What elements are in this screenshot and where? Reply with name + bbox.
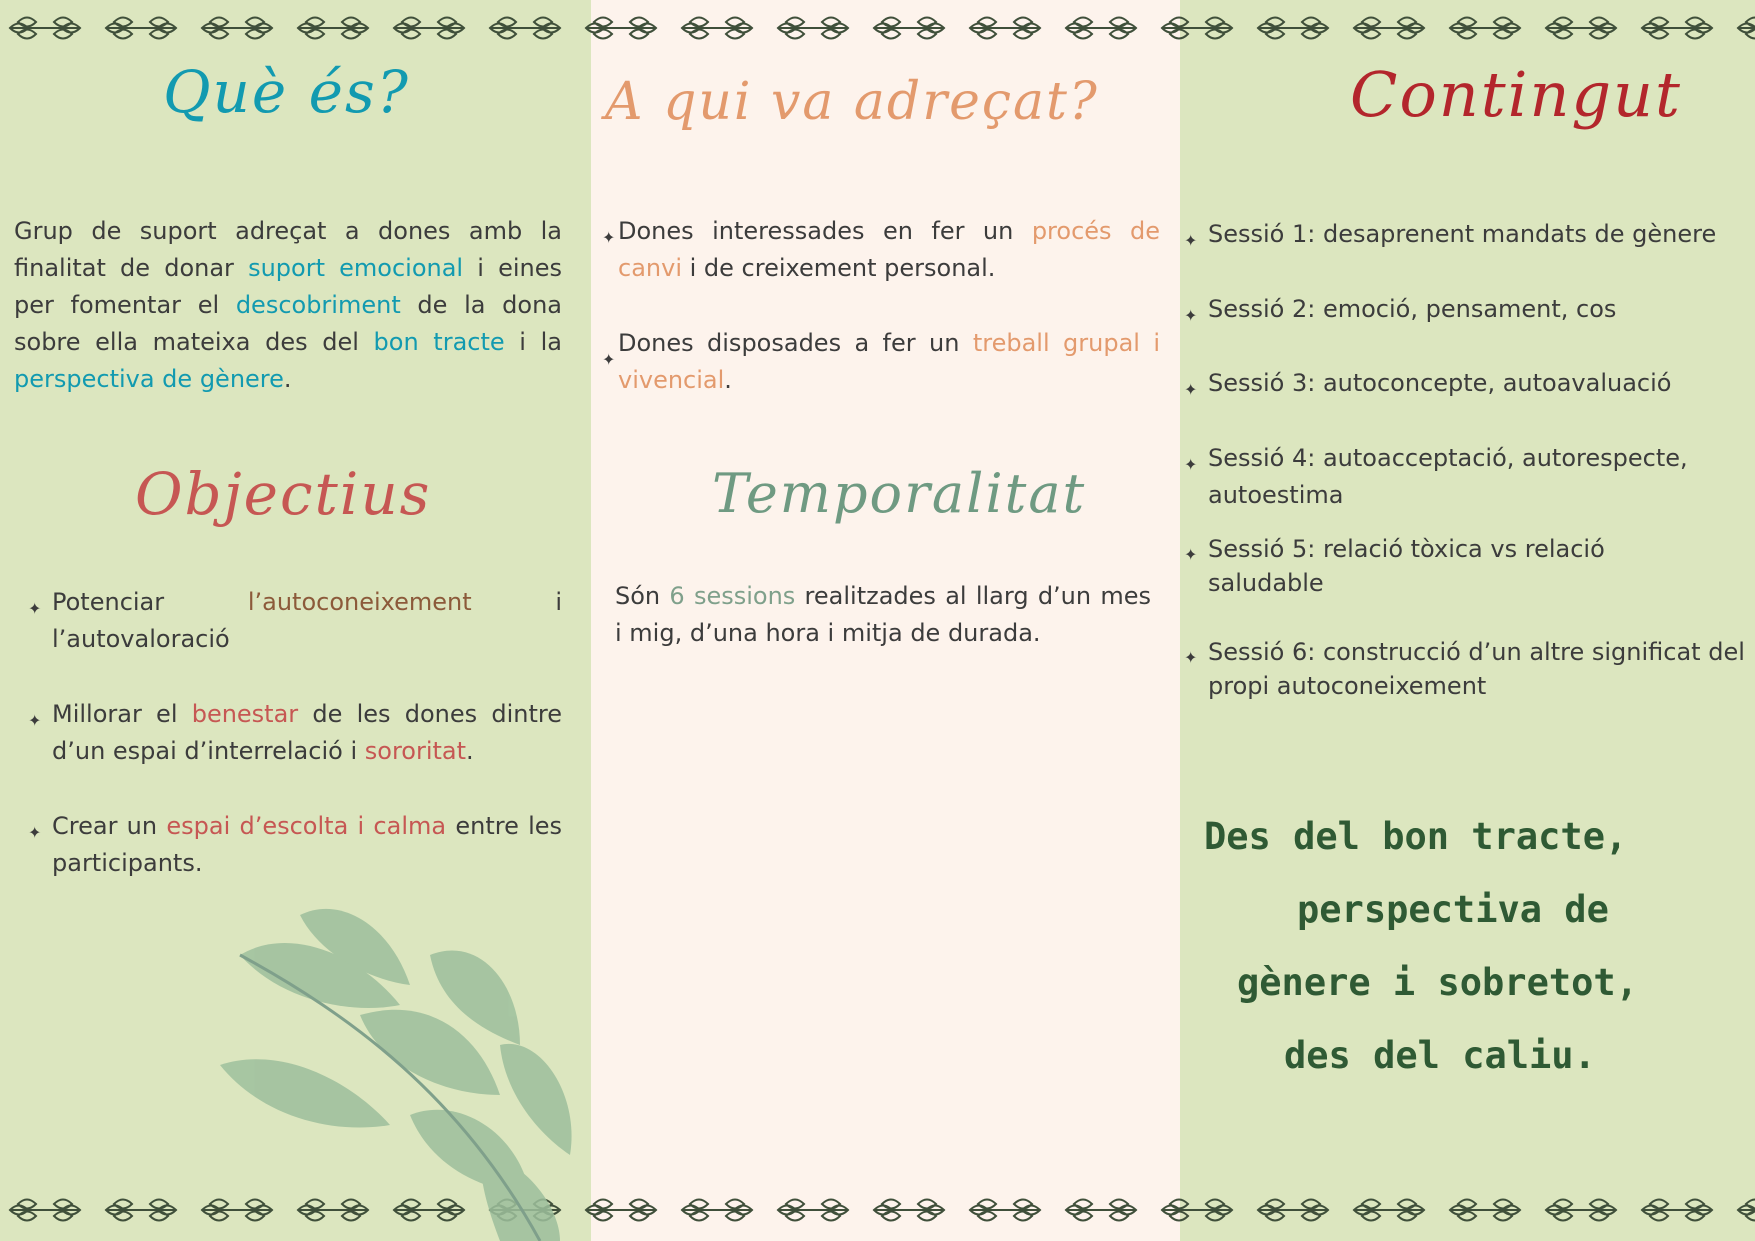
vine-segment-icon xyxy=(586,1200,656,1221)
objective-text: Potenciar xyxy=(52,588,248,616)
vine-segment-icon xyxy=(874,1200,944,1221)
vine-segment-icon xyxy=(1450,1200,1520,1221)
vine-segment-icon xyxy=(1354,1200,1424,1221)
objective-highlight: l’autoconeixement xyxy=(247,588,472,616)
audience-text: i de creixement personal. xyxy=(681,254,996,282)
four-point-star-icon: ✦ xyxy=(1184,231,1198,250)
quote-line: des del caliu. xyxy=(1284,1034,1596,1077)
closing-quote xyxy=(1190,800,1730,1092)
four-point-star-icon: ✦ xyxy=(1184,380,1198,399)
vine-segment-icon xyxy=(1354,18,1424,39)
timing-text-part: Són xyxy=(615,582,670,610)
emotional-support-highlight: suport emocional xyxy=(248,254,464,282)
vine-segment-icon xyxy=(1738,1200,1755,1221)
vine-segment-icon xyxy=(1162,1200,1232,1221)
audience-title: A qui va adreçat? xyxy=(605,72,1099,132)
objectives-title: Objectius xyxy=(135,460,432,528)
sessions-count-highlight: 6 sessions xyxy=(669,582,796,610)
timing-text-part: realitzades al llarg d’un mes i mig, d’una hora i mitja de durada. xyxy=(615,582,1152,647)
objective-item xyxy=(28,584,562,658)
session-label: Sessió 4: autoacceptació, autorespecte, autoestima xyxy=(1208,444,1688,509)
vine-segment-icon xyxy=(10,1200,80,1221)
vine-segment-icon xyxy=(586,18,656,39)
four-point-star-icon: ✦ xyxy=(1184,306,1198,325)
session-label: Sessió 6: construcció d’un altre significat del propi autoconeixement xyxy=(1208,638,1745,700)
objective-item xyxy=(28,808,562,882)
vine-segment-icon xyxy=(778,18,848,39)
four-point-star-icon: ✦ xyxy=(1184,648,1198,667)
vine-segment-icon xyxy=(106,18,176,39)
session-label: Sessió 5: relació tòxica vs relació saludable xyxy=(1208,535,1605,597)
vine-segment-icon xyxy=(1066,1200,1136,1221)
vine-segment-icon xyxy=(1738,18,1755,39)
what-is-title: Què és? xyxy=(163,58,410,126)
four-point-star-icon: ✦ xyxy=(602,350,616,369)
vine-segment-icon xyxy=(1258,1200,1328,1221)
objective-highlight: espai d’escolta i calma xyxy=(166,812,447,840)
four-point-star-icon: ✦ xyxy=(28,823,42,842)
objective-text: Crear un xyxy=(52,812,167,840)
what-is-text-part: i la xyxy=(504,328,562,356)
audience-text: Dones disposades a fer un xyxy=(618,329,973,357)
objective-text: i l’autovaloració xyxy=(52,588,562,653)
vine-segment-icon xyxy=(298,18,368,39)
objective-text: . xyxy=(466,737,474,765)
vine-segment-icon xyxy=(682,18,752,39)
four-point-star-icon: ✦ xyxy=(1184,455,1198,474)
vine-segment-icon xyxy=(778,1200,848,1221)
vine-segment-icon xyxy=(1642,1200,1712,1221)
objective-text: de les dones dintre d’un espai d’interrelació i xyxy=(52,700,562,765)
discovery-highlight: descobriment xyxy=(235,291,401,319)
vine-segment-icon xyxy=(970,18,1040,39)
good-treatment-highlight: bon tracte xyxy=(373,328,505,356)
objective-highlight: sororitat xyxy=(364,737,467,765)
audience-text: . xyxy=(724,366,732,394)
vine-segment-icon xyxy=(394,18,464,39)
objectives-list xyxy=(28,584,562,882)
session-item xyxy=(1184,532,1688,600)
audience-list xyxy=(602,213,1160,399)
four-point-star-icon: ✦ xyxy=(602,228,616,247)
timing-text xyxy=(615,578,1151,652)
vine-segment-icon xyxy=(1546,18,1616,39)
timing-title: Temporalitat xyxy=(712,462,1087,525)
vine-segment-icon xyxy=(106,1200,176,1221)
gender-perspective-highlight: perspectiva de gènere xyxy=(14,365,284,393)
objective-text: Millorar el xyxy=(52,700,192,728)
quote-line: gènere i sobretot, xyxy=(1237,961,1638,1004)
session-item xyxy=(1184,440,1728,514)
what-is-text-part: i eines per fomentar el xyxy=(14,254,563,319)
vine-segment-icon xyxy=(1258,18,1328,39)
vine-segment-icon xyxy=(10,18,80,39)
four-point-star-icon: ✦ xyxy=(28,599,42,618)
session-label: Sessió 2: emoció, pensament, cos xyxy=(1208,295,1617,323)
four-point-star-icon: ✦ xyxy=(28,711,42,730)
audience-highlight: treball grupal i vivencial xyxy=(618,329,1161,394)
vine-segment-icon xyxy=(874,18,944,39)
objective-highlight: benestar xyxy=(191,700,299,728)
session-item xyxy=(1184,216,1750,253)
audience-highlight: procés de canvi xyxy=(618,217,1160,282)
what-is-text-part: Grup de suport adreçat a dones amb la finalitat de donar xyxy=(14,217,562,282)
vine-segment-icon xyxy=(970,1200,1040,1221)
quote-line: perspectiva de xyxy=(1297,888,1609,931)
audience-item xyxy=(602,325,1160,399)
vine-segment-icon xyxy=(202,18,272,39)
session-label: Sessió 1: desaprenent mandats de gènere xyxy=(1208,220,1717,248)
quote-line: Des del bon tracte, xyxy=(1204,815,1628,858)
objective-item xyxy=(28,696,562,770)
session-item xyxy=(1184,635,1750,703)
vine-segment-icon xyxy=(1546,1200,1616,1221)
vine-border-top xyxy=(0,8,1755,48)
vine-segment-icon xyxy=(1450,18,1520,39)
leaf-branch-icon xyxy=(200,895,591,1241)
what-is-text xyxy=(14,213,562,398)
content-title: Contingut xyxy=(1350,58,1682,131)
session-item xyxy=(1184,291,1750,328)
session-item xyxy=(1184,365,1750,402)
vine-segment-icon xyxy=(682,1200,752,1221)
session-label: Sessió 3: autoconcepte, autoavaluació xyxy=(1208,369,1672,397)
what-is-text-part: de la dona sobre ella mateixa des del xyxy=(14,291,562,356)
what-is-text-part: . xyxy=(283,365,292,393)
vine-segment-icon xyxy=(1162,18,1232,39)
audience-text: Dones interessades en fer un xyxy=(618,217,1032,245)
audience-item xyxy=(602,213,1160,287)
vine-segment-icon xyxy=(490,18,560,39)
four-point-star-icon: ✦ xyxy=(1184,545,1198,564)
vine-segment-icon xyxy=(1642,18,1712,39)
objective-text: entre les participants. xyxy=(52,812,563,877)
vine-segment-icon xyxy=(1066,18,1136,39)
